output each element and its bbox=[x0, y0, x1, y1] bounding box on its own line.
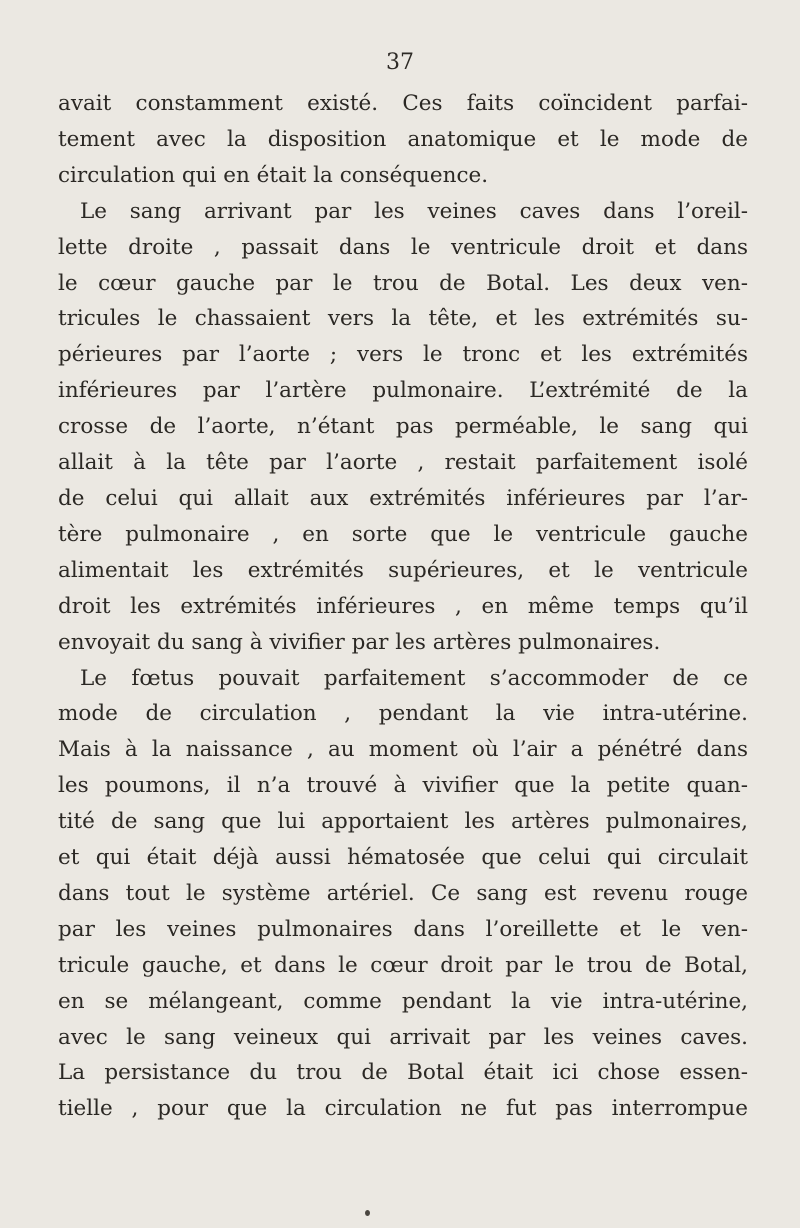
ink-speck bbox=[365, 1210, 370, 1216]
text-line: crosse de l’aorte, n’étant pas perméable, le sang qui bbox=[58, 414, 748, 440]
text-line: dans tout le système artériel. Ce sang est revenu rouge bbox=[58, 880, 748, 906]
text-line: droit les extrémités inférieures , en même temps qu’il bbox=[58, 593, 748, 619]
text-line: les poumons, il n’a trouvé à vivifier que la petite quan- bbox=[58, 773, 748, 799]
text-line: envoyait du sang à vivifier par les artères pulmonaires. bbox=[58, 629, 661, 655]
text-line: tricule gauche, et dans le cœur droit par le trou de Botal, bbox=[58, 952, 748, 978]
text-line: avec le sang veineux qui arrivait par les veines caves. bbox=[58, 1024, 748, 1050]
text-line: tère pulmonaire , en sorte que le ventricule gauche bbox=[58, 521, 748, 547]
text-line: tement avec la disposition anatomique et le mode de bbox=[58, 126, 748, 152]
text-line: en se mélangeant, comme pendant la vie intra-utérine, bbox=[58, 988, 748, 1014]
text-line: périeures par l’aorte ; vers le tronc et les extrémités bbox=[58, 342, 748, 368]
text-line: de celui qui allait aux extrémités inférieures par l’ar- bbox=[58, 485, 748, 511]
text-line: Mais à la naissance , au moment où l’air a pénétré dans bbox=[58, 737, 748, 763]
text-line: Le sang arrivant par les veines caves dans l’oreil- bbox=[80, 198, 748, 224]
text-line: lette droite , passait dans le ventricule droit et dans bbox=[58, 234, 748, 260]
text-line: alimentait les extrémités supérieures, et le ventricule bbox=[58, 557, 748, 583]
text-line: tielle , pour que la circulation ne fut pas interrompue bbox=[58, 1096, 748, 1122]
text-line: Le fœtus pouvait parfaitement s’accommoder de ce bbox=[80, 665, 748, 691]
text-line: tité de sang que lui apportaient les artères pulmonaires, bbox=[58, 809, 748, 835]
text-line: inférieures par l’artère pulmonaire. L’extrémité de la bbox=[58, 378, 748, 404]
page-number: 37 bbox=[386, 50, 414, 75]
text-line: allait à la tête par l’aorte , restait parfaitement isolé bbox=[58, 450, 748, 476]
text-line: mode de circulation , pendant la vie intra-utérine. bbox=[58, 701, 748, 727]
text-line: le cœur gauche par le trou de Botal. Les deux ven- bbox=[58, 270, 748, 296]
text-line: tricules le chassaient vers la tête, et les extrémités su- bbox=[58, 306, 748, 332]
text-line: par les veines pulmonaires dans l’oreillette et le ven- bbox=[58, 916, 748, 942]
text-line: circulation qui en était la conséquence. bbox=[58, 162, 489, 188]
body-text bbox=[58, 86, 748, 1127]
text-line: et qui était déjà aussi hématosée que celui qui circulait bbox=[58, 845, 748, 871]
text-line: La persistance du trou de Botal était ici chose essen- bbox=[58, 1060, 748, 1086]
text-line: avait constamment existé. Ces faits coïncident parfai- bbox=[58, 91, 748, 116]
